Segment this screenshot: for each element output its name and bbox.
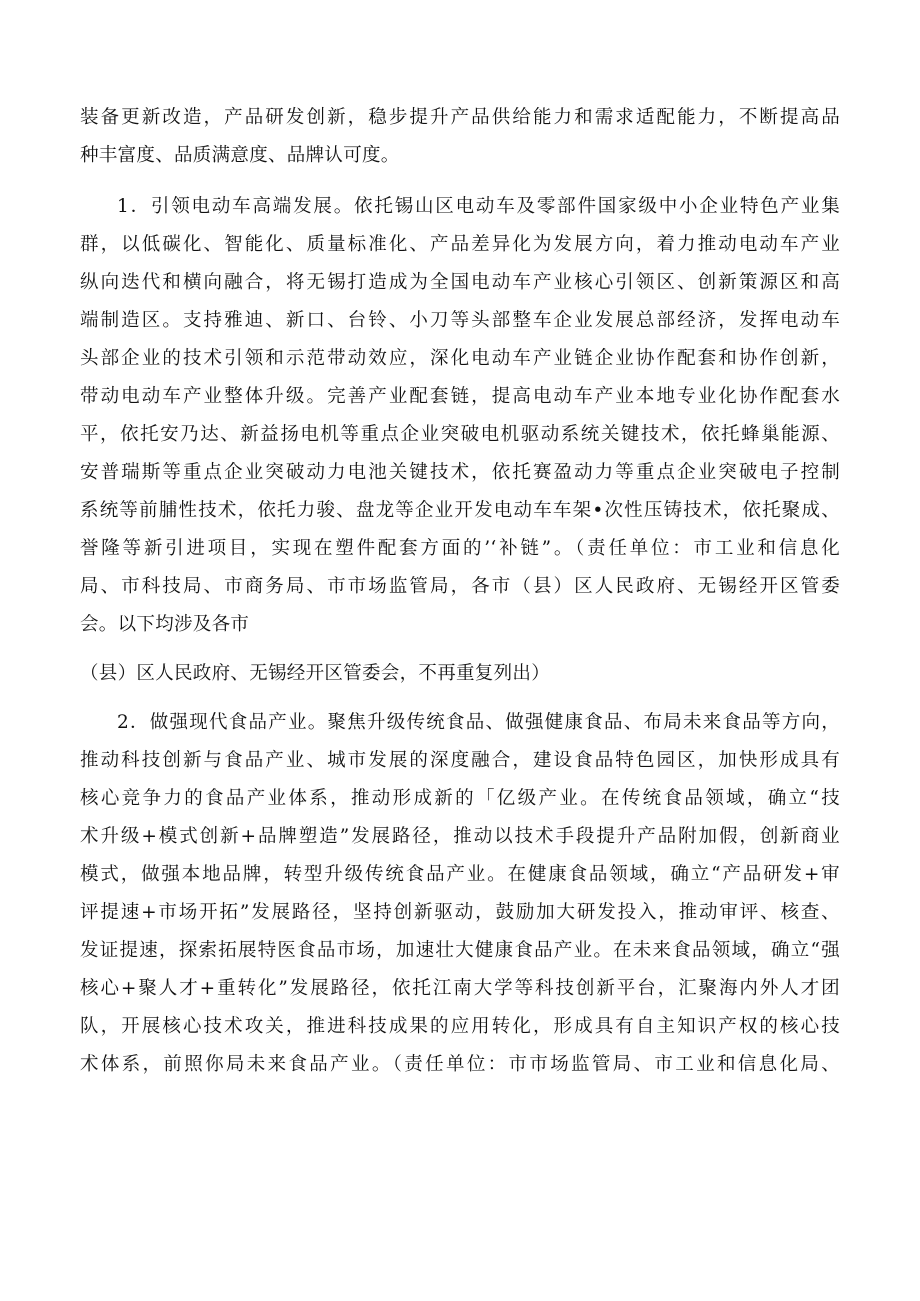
text-line: 装备更新改造，产品研发创新，稳步提升产品供给能力和需求适配能力，不断提高品 [80,107,840,128]
text-line: 发证提速，探索拓展特医食品市场，加速壮大健康食品产业。在未来食品领域，确立“强 [80,940,840,961]
text-line: 术体系，前照你局未来食品产业。（责任单位：市市场监管局、市工业和信息化局、 [80,1054,840,1075]
text-line: 系统等前脯性技术，依托力骏、盘龙等企业开发电动车车架•次性压铸技术，依托聚成、 [80,500,840,521]
text-line: 核心竞争力的食品产业体系，推动形成新的「亿级产业。在传统食品领域，确立“技 [80,788,840,809]
text-line: 核心+聚人才+重转化”发展路径，依托江南大学等科技创新平台，汇聚海内外人才团 [80,978,840,999]
text-line: 推动科技创新与食品产业、城市发展的深度融合，建设食品特色园区，加快形成具有 [80,750,840,771]
text-line: 群，以低碳化、智能化、质量标准化、产品差异化为发展方向，着力推动电动车产业 [80,234,840,255]
text-line: 纵向迭代和横向融合，将无锡打造成为全国电动车产业核心引领区、创新策源区和高 [80,272,840,293]
text-line: 队，开展核心技术攻关，推进科技成果的应用转化，形成具有自主知识产权的核心技 [80,1016,840,1037]
text-line: 局、市科技局、市商务局、市市场监管局，各市（县）区人民政府、无锡经开区管委 [80,576,840,597]
text-line: 模式，做强本地品牌，转型升级传统食品产业。在健康食品领域，确立“产品研发+审 [80,864,840,885]
text-line: 安普瑞斯等重点企业突破动力电池关键技术，依托赛盈动力等重点企业突破电子控制 [80,462,840,483]
text-line: 带动电动车产业整体升级。完善产业配套链，提高电动车产业本地专业化协作配套水 [80,386,840,407]
text-line: 术升级+模式创新+品牌塑造”发展路径，推动以技术手段提升产品附加假，创新商业 [80,826,840,847]
text-line: 种丰富度、品质满意度、品牌认可度。 [80,145,400,166]
text-line: 2．做强现代食品产业。聚焦升级传统食品、做强健康食品、布局未来食品等方向， [117,712,840,733]
text-line: 平，依托安乃达、新益扬电机等重点企业突破电机驱动系统关键技术，依托蜂巢能源、 [80,424,840,445]
text-line: 评提速+市场开拓”发展路径，坚持创新驱动，鼓励加大研发投入，推动审评、核查、 [80,902,840,923]
text-line: 誉隆等新引进项目，实现在塑件配套方面的’‘补链”。（责任单位：市工业和信息化 [80,538,840,559]
text-line: （县）区人民政府、无锡经开区管委会，不再重复列出） [80,663,551,684]
text-line: 头部企业的技术引领和示范带动效应，深化电动车产业链企业协作配套和协作创新， [80,348,840,369]
text-line: 会。以下均涉及各市 [80,614,250,635]
text-line: 端制造区。支持雅迪、新口、台铃、小刀等头部整车企业发展总部经济，发挥电动车 [80,310,840,331]
text-line: 1．引领电动车高端发展。依托锡山区电动车及零部件国家级中小企业特色产业集 [117,196,840,217]
